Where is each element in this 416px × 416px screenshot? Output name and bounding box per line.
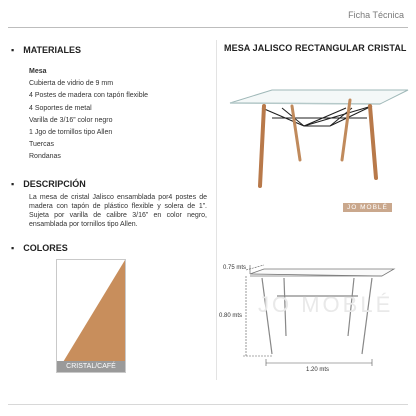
swatch-label: CRISTAL/CAFÉ [57,361,125,372]
materiales-item: Tuercas [29,141,55,149]
descripcion-heading-text: DESCRIPCIÓN [23,179,86,189]
dimension-top-height: 0.75 mts [223,265,247,271]
product-title: MESA JALISCO RECTANGULAR CRISTAL [224,43,407,53]
materiales-item: 4 Soportes de metal [29,104,92,112]
dimension-height: 0.80 mts [219,313,243,319]
materiales-item: 4 Postes de madera con tapón flexible [29,92,149,100]
product-image [222,78,412,198]
header-divider [8,27,408,28]
glass-top [230,90,408,104]
brand-watermark: JO MOBLÉ [258,292,394,317]
colores-heading-text: COLORES [23,243,68,253]
header-title: Ficha Técnica [348,10,404,20]
materiales-item: Rondanas [29,153,61,161]
materiales-heading-text: MATERIALES [23,45,82,55]
bullet-icon: ▪ [11,243,15,253]
descripcion-heading [11,179,86,189]
colores-heading [11,243,68,253]
dimension-width: 1.20 mts [306,367,330,373]
drawing-table-top [250,269,394,276]
column-divider [216,40,217,380]
brand-logo: JO MOBLÉ [343,203,392,212]
materiales-item: Cubierta de vidrio de 9 mm [29,80,114,88]
bullet-icon: ▪ [11,45,15,55]
metal-rods [262,106,372,126]
materiales-heading [11,45,81,55]
footer-divider [8,404,408,405]
materiales-item: 1 Jgo de tornillos tipo Allen [29,129,113,137]
color-swatch [56,259,126,373]
materiales-list [29,66,148,164]
descripcion-text: La mesa de cristal Jalisco ensamblada por4 postes de madera con tapón de plástico flexible y solera de 1”. Sujeta por varilla de calibre 3/16” en color negro, ensamblada por tornillos tipo Allen. [29,194,207,228]
materiales-item: Varilla de 3/16” color negro [29,116,113,124]
bullet-icon: ▪ [11,179,15,189]
materiales-subheading: Mesa [29,68,47,75]
swatch-graphic [57,260,125,372]
